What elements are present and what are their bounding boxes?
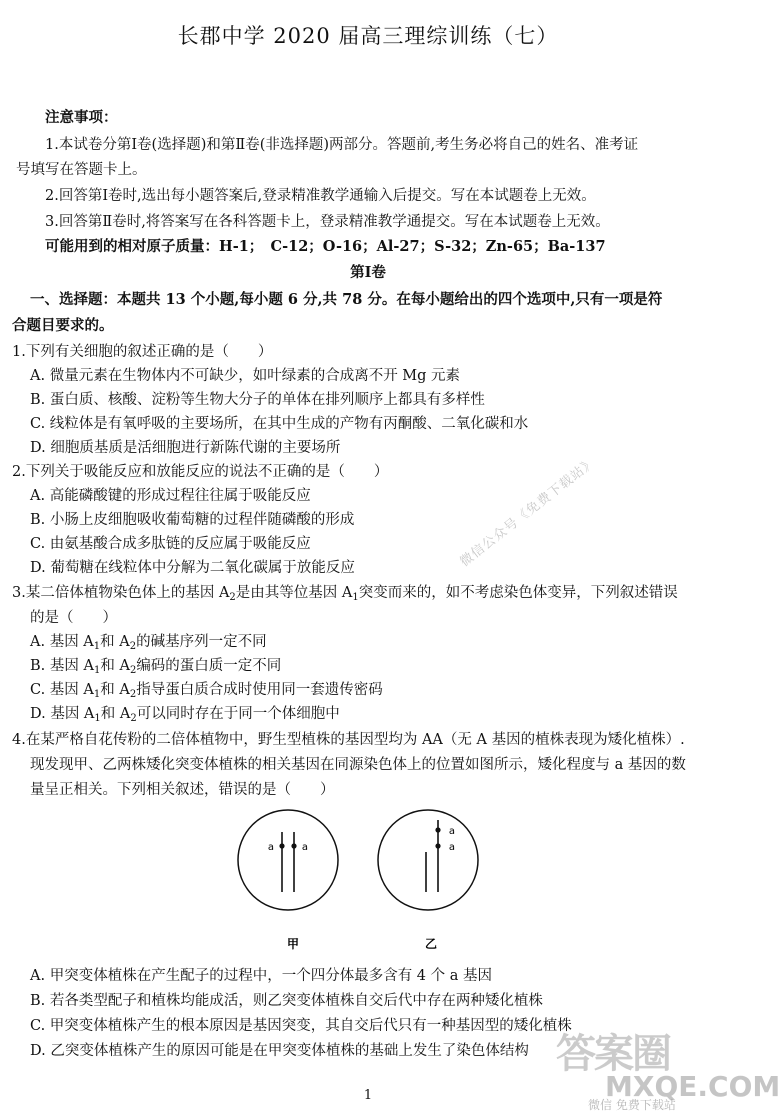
- gene-label-jia-left: a: [267, 842, 275, 853]
- site-logo-url: MXQE.COM: [605, 1070, 780, 1103]
- q2-option-d: D. 葡萄糖在线粒体中分解为二氧化碳属于放能反应: [30, 560, 355, 576]
- notice-heading: 注意事项：: [45, 109, 118, 126]
- section-instruction-cont: 合题目要求的。: [12, 317, 114, 334]
- gene-locus-yi-upper: [435, 827, 440, 832]
- notice-item-1: 1.本试卷分第Ⅰ卷(选择题)和第Ⅱ卷(非选择题)两部分。答题前,考生务必将自己的姓名、准考证: [45, 137, 639, 153]
- gene-locus-yi-lower: [435, 843, 440, 848]
- q1-option-a: A. 微量元素在生物体内不可缺少，如叶绿素的合成离不开 Mg 元素: [30, 368, 461, 384]
- figure-label-yi: 乙: [424, 937, 438, 951]
- q1-option-d: D. 细胞质基质是活细胞进行新陈代谢的主要场所: [30, 440, 341, 456]
- atomic-masses: 可能用到的相对原子质量：H-1； C-12；O-16；Al-27；S-32；Zn-65；Ba-137: [45, 238, 606, 255]
- page-title: 长郡中学 2020 届高三理综训练（七）: [177, 24, 559, 48]
- notice-item-1-cont: 号填写在答题卡上。: [16, 162, 147, 178]
- q3-option-b: B. 基因 $A_1$和 $A_2$编码的蛋白质一定不同: [30, 658, 282, 676]
- notice-item-3: 3.回答第Ⅱ卷时,将答案写在各科答题卡上，登录精准教学通提交。写在本试题卷上无效。: [45, 214, 610, 230]
- gene-locus-jia-right: [291, 843, 296, 848]
- cell-jia: [238, 810, 338, 910]
- q3-option-d: D. 基因 $A_1$和 $A_2$可以同时存在于同一个体细胞中: [30, 706, 340, 724]
- q1-option-c: C. 线粒体是有氧呼吸的主要场所，在其中生成的产物有丙酮酸、二氧化碳和水: [30, 416, 529, 432]
- notice-item-2: 2.回答第Ⅰ卷时,选出每小题答案后,登录精准教学通输入后提交。写在本试题卷上无效。: [45, 188, 596, 204]
- q4-stem: 4.在某严格自花传粉的二倍体植物中，野生型植株的基因型均为 AA（无 A 基因的植株表现为矮化植株）.: [12, 732, 685, 748]
- q1-stem: 1.下列有关细胞的叙述正确的是（ ）: [12, 344, 273, 360]
- q3-stem: 3.某二倍体植物染色体上的基因 $A_2$是由其等位基因 $A_1$突变而来的，如不考虑染色体变异，下列叙述错误: [12, 585, 678, 603]
- volume-heading: 第Ⅰ卷: [350, 264, 386, 281]
- gene-label-yi-upper: a: [448, 826, 456, 837]
- q3-stem-cont: 的是（ ）: [30, 610, 117, 626]
- gene-label-yi-lower: a: [448, 842, 456, 853]
- q1-option-b: B. 蛋白质、核酸、淀粉等生物大分子的单体在排列顺序上都具有多样性: [30, 392, 485, 408]
- site-logo: 答案圈: [556, 1031, 670, 1077]
- q4-option-d: D. 乙突变体植株产生的原因可能是在甲突变体植株的基础上发生了染色体结构: [30, 1043, 529, 1059]
- q3-option-a: A. 基因 $A_1$和 $A_2$的碱基序列一定不同: [30, 634, 267, 652]
- gene-locus-jia-left: [279, 843, 284, 848]
- section-instruction: 一、选择题：本题共 13 个小题,每小题 6 分,共 78 分。在每小题给出的四个选项中,只有一项是符: [30, 291, 663, 308]
- q2-option-b: B. 小肠上皮细胞吸收葡萄糖的过程伴随磷酸的形成: [30, 512, 355, 528]
- watermark-text: 微信公众号《免费下载站》: [457, 454, 600, 570]
- q3-option-c: C. 基因 $A_1$和 $A_2$指导蛋白质合成时使用同一套遗传密码: [30, 682, 383, 700]
- q4-stem-cont-2: 量呈正相关。下列相关叙述，错误的是（ ）: [30, 782, 335, 798]
- q2-stem: 2.下列关于吸能反应和放能反应的说法不正确的是（ ）: [12, 464, 389, 480]
- q4-option-a: A. 甲突变体植株在产生配子的过程中，一个四分体最多含有 4 个 a 基因: [30, 968, 492, 984]
- q2-option-c: C. 由氨基酸合成多肽链的反应属于吸能反应: [30, 536, 311, 552]
- page-number: 1: [363, 1088, 373, 1103]
- q4-option-c: C. 甲突变体植株产生的根本原因是基因突变，其自交后代只有一种基因型的矮化植株: [30, 1018, 572, 1034]
- chromosome-figure: [230, 800, 490, 960]
- cell-yi: [378, 810, 478, 910]
- q4-option-b: B. 若各类型配子和植株均能成活，则乙突变体植株自交后代中存在两种矮化植株: [30, 993, 543, 1009]
- gene-label-jia-right: a: [301, 842, 309, 853]
- q4-stem-cont-1: 现发现甲、乙两株矮化突变体植株的相关基因在同源染色体上的位置如图所示，矮化程度与 a 基因的数: [30, 757, 686, 773]
- site-logo-caption: 微信 免费下载站: [588, 1098, 676, 1112]
- figure-label-jia: 甲: [286, 937, 300, 951]
- q2-option-a: A. 高能磷酸键的形成过程往往属于吸能反应: [30, 488, 311, 504]
